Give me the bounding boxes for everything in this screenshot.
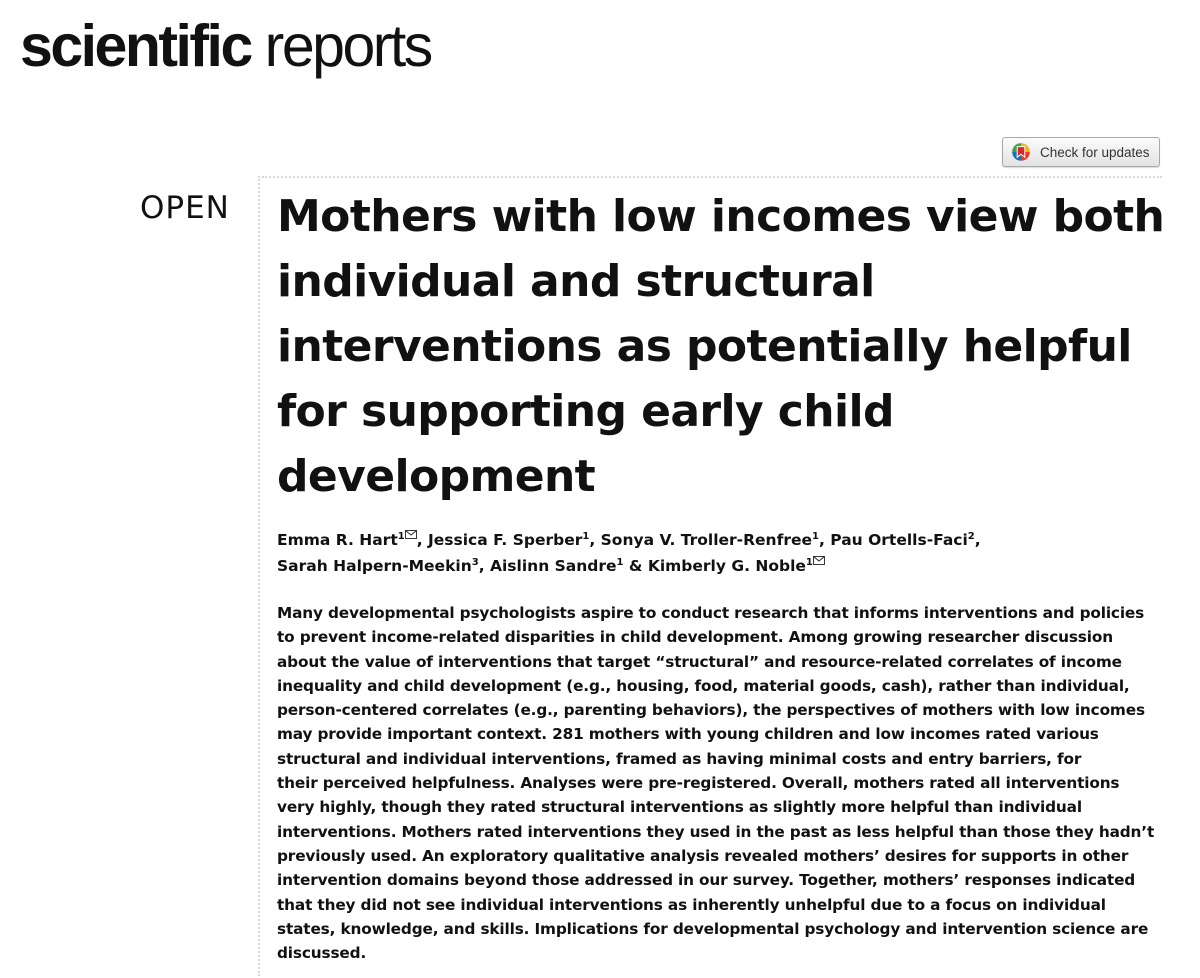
abstract-line: about the value of interventions that target “structural” and resource-related correlates of income	[277, 652, 1122, 671]
author-list	[277, 527, 1157, 579]
author-name: Sarah Halpern-Meekin	[277, 557, 472, 575]
abstract-line: states, knowledge, and skills. Implications for developmental psychology and intervention science are	[277, 919, 1149, 938]
abstract-line: intervention domains beyond those addressed in our survey. Together, mothers’ responses indicated	[277, 871, 1136, 890]
email-icon[interactable]	[813, 556, 825, 565]
author-separator: ,	[589, 531, 601, 549]
abstract-line: interventions. Mothers rated interventions they used in the past as less helpful than those they hadn’t	[277, 822, 1155, 841]
journal-name-light: reports	[264, 13, 431, 79]
author-affiliation: 3	[471, 557, 479, 568]
author-name: Aislinn Sandre	[490, 557, 617, 575]
author-name: Pau Ortells-Faci	[830, 531, 968, 549]
author-separator: ,	[416, 531, 429, 549]
check-for-updates-button[interactable]	[1002, 137, 1160, 167]
abstract-line: inequality and child development (e.g., housing, food, material goods, cash), rather than individual,	[277, 676, 1130, 695]
author-separator: &	[623, 557, 648, 575]
author-separator: ,	[974, 531, 981, 549]
author-name: Emma R. Hart	[277, 531, 398, 549]
author-affiliation: 1	[582, 531, 590, 542]
author-name: Kimberly G. Noble	[647, 557, 806, 575]
email-icon[interactable]	[405, 530, 417, 539]
abstract	[277, 601, 1163, 965]
abstract-line: their perceived helpfulness. Analyses were pre-registered. Overall, mothers rated all interventions	[277, 774, 1120, 793]
open-access-label: OPEN	[140, 190, 230, 226]
check-for-updates-label: Check for updates	[1040, 144, 1150, 160]
journal-name-bold: scientific	[20, 13, 251, 79]
article-title: Mothers with low incomes view both individual and structural interventions as potentially helpful for supporting early child development	[277, 191, 1165, 502]
author-name: Jessica F. Sperber	[428, 531, 583, 549]
abstract-line: that they did not see individual interventions as inherently unhelpful due to a focus on individual	[277, 895, 1106, 914]
abstract-line: may provide important context. 281 mothers with young children and low incomes rated various	[277, 725, 1099, 744]
author-name: Sonya V. Troller-Renfree	[600, 531, 813, 549]
abstract-line: to prevent income-related disparities in child development. Among growing researcher discussion	[277, 628, 1113, 647]
abstract-line: structural and individual interventions, framed as having minimal costs and entry barriers, for	[277, 749, 1082, 768]
author-separator: ,	[818, 531, 831, 549]
abstract-line: Many developmental psychologists aspire to conduct research that informs interventions and policies	[277, 604, 1145, 622]
header-divider	[262, 176, 1162, 178]
author-affiliation: 1	[805, 557, 813, 568]
crossmark-icon	[1011, 142, 1031, 162]
abstract-line: very highly, though they rated structural interventions as slightly more helpful than individual	[277, 798, 1082, 817]
abstract-line: previously used. An exploratory qualitative analysis revealed mothers’ desires for supports in other	[277, 846, 1129, 865]
abstract-line: person-centered correlates (e.g., parenting behaviors), the perspectives of mothers with low incomes	[277, 701, 1145, 720]
author-affiliation: 1	[616, 557, 624, 568]
author-affiliation: 2	[967, 531, 975, 542]
abstract-line: discussed.	[277, 944, 367, 963]
author-affiliation: 1	[812, 531, 819, 542]
journal-logo	[20, 6, 431, 86]
author-affiliation: 1	[397, 531, 405, 542]
margin-divider	[258, 176, 260, 976]
author-separator: ,	[478, 557, 490, 575]
